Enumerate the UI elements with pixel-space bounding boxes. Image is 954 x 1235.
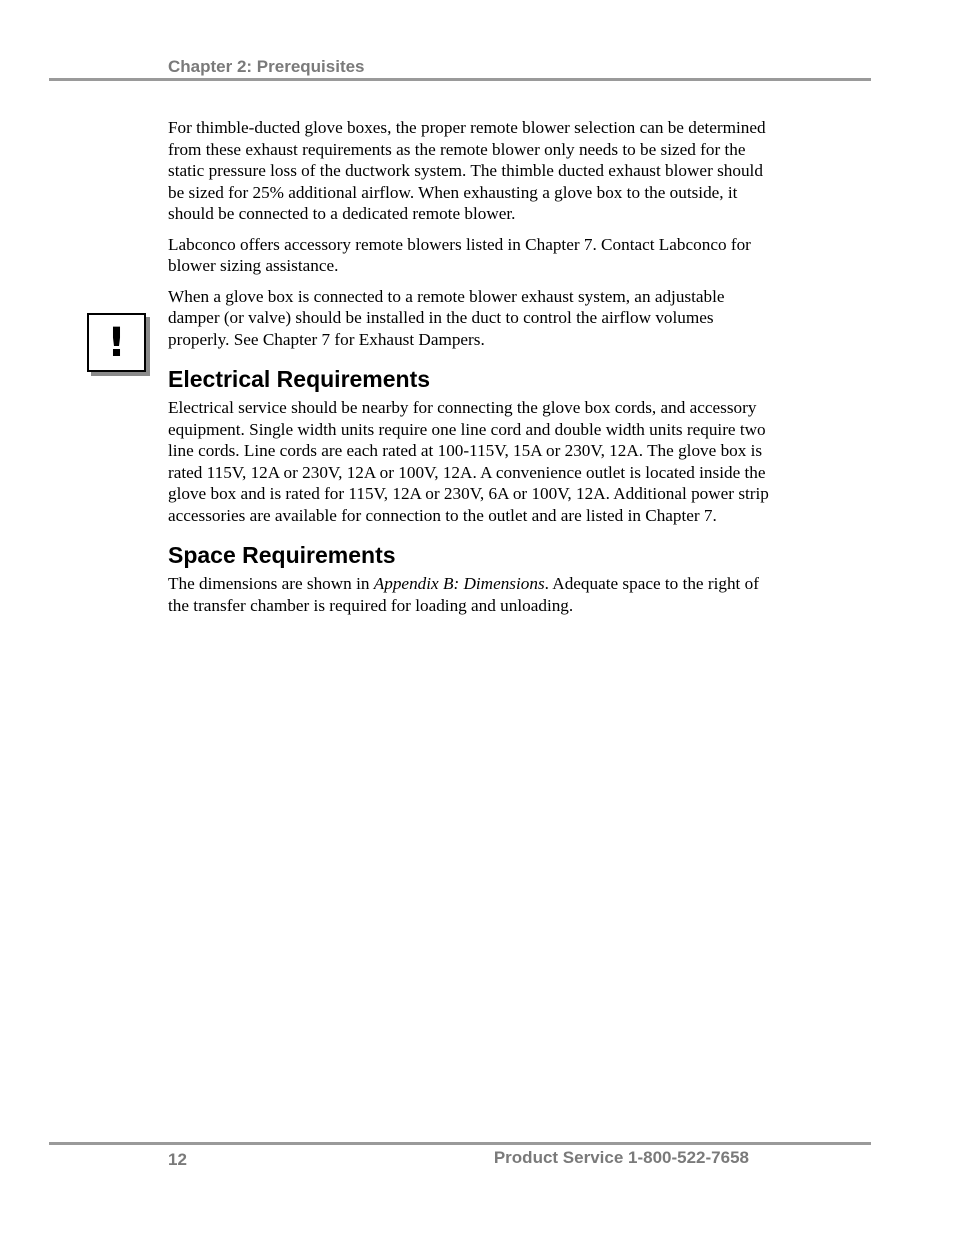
caution-icon <box>87 313 146 372</box>
space-text-before: The dimensions are shown in <box>168 574 374 593</box>
page-body <box>168 117 778 625</box>
paragraph-space <box>168 573 778 616</box>
paragraph-thimble-ducted: For thimble-ducted glove boxes, the proper remote blower selection can be determined from these exhaust requirements as the remote blower only needs to be sized for the static pressure loss of the ductwork system. The thimble ducted exhaust blower should be sized for 25% additional airflow. When exhausting a glove box to the outside, it should be connected to a dedicated remote blower. <box>168 118 766 223</box>
paragraph-damper-caution: When a glove box is connected to a remote blower exhaust system, an adjustable damper (or valve) should be installed in the duct to control the airflow volumes properly. See Chapter 7 for Exhaust Dampers. <box>168 286 725 349</box>
heading-electrical-requirements: Electrical Requirements <box>168 366 431 392</box>
page-number: 12 <box>168 1150 187 1169</box>
paragraph-electrical: Electrical service should be nearby for connecting the glove box cords, and accessory equipment. Single width units require one line cord and double width units require two line cords. Line cords are each rated at 100-115V, 15A or 230V, 12A. The glove box is rated 115V, 12A or 230V, 12A or 100V, 12A. A convenience outlet is located inside the glove box and is rated for 115V, 12A or 230V, 6A or 100V, 12A. Additional power strip accessories are available for connection to the outlet and are listed in Chapter 7. <box>168 398 769 525</box>
paragraph-accessory-blowers: Labconco offers accessory remote blowers listed in Chapter 7. Contact Labconco for blower sizing assistance. <box>168 234 751 275</box>
product-service-line: Product Service 1-800-522-7658 <box>493 1148 749 1167</box>
heading-space-requirements: Space Requirements <box>168 542 396 568</box>
caution-symbol: ! <box>107 319 126 366</box>
chapter-header: Chapter 2: Prerequisites <box>168 57 365 76</box>
appendix-reference: Appendix B: Dimensions <box>373 574 545 593</box>
space-text-after: . Adequate space to the right of the transfer chamber is required for loading and unloading. <box>168 574 759 615</box>
header-rule <box>49 78 871 81</box>
footer-rule <box>49 1142 871 1145</box>
